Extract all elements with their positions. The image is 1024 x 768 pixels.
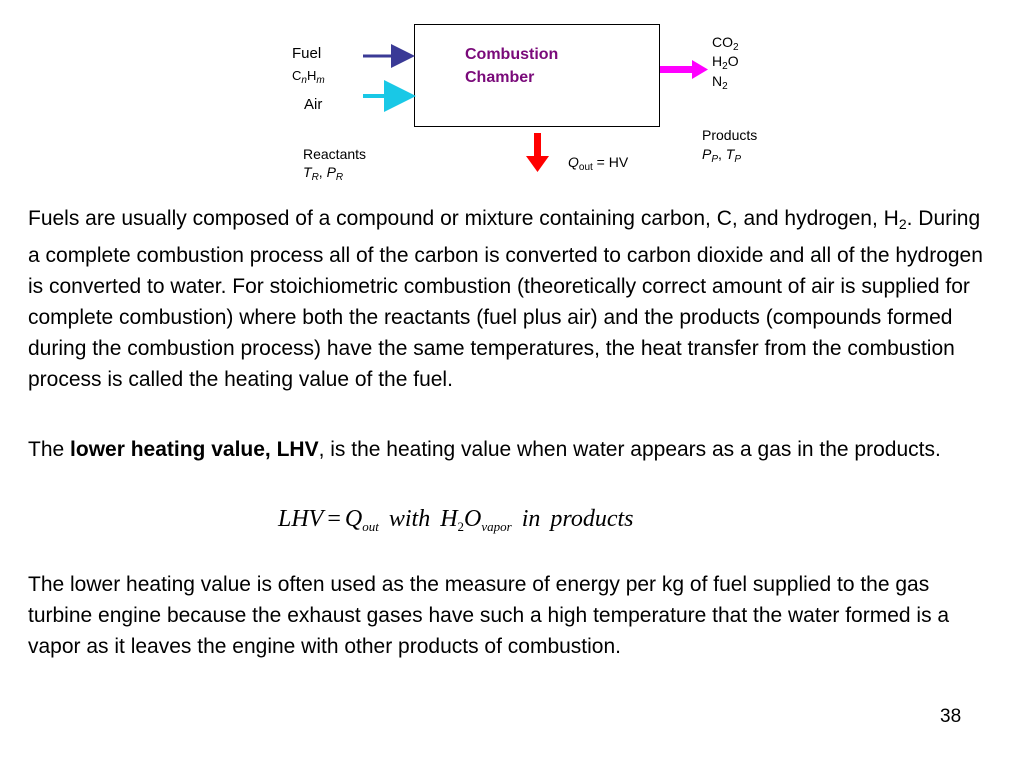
products-arrow <box>660 60 708 79</box>
product-n2: $N_2$ <box>712 73 728 92</box>
paragraph-2: The lower heating value, LHV, is the heating value when water appears as a gas in the products. <box>28 438 941 461</box>
page-number: 38 <box>940 706 962 727</box>
lhv-term: lower heating value, LHV <box>70 438 319 461</box>
product-co2: $CO_2$ <box>712 34 739 53</box>
heat-out-arrow <box>526 133 549 172</box>
paragraph-1: Fuels are usually composed of a compound or mixture containing carbon, C, and hydrogen, H2. During a complete combustion process all of the carbon is converted to carbon dioxide and all of the hydrogen is converted to water. For stoichiometric combustion (theoretically correct amount of air is supplied for complete combustion) where both the reactants (fuel plus air) and the products (compounds formed during the combustion process) have the same temperatures, the heat transfer from the combustion process is called the heating value of the fuel. <box>28 207 983 391</box>
air-label: Air <box>304 96 323 113</box>
reactants-label: Reactants <box>303 146 367 162</box>
chamber-title-line2: Chamber <box>465 69 535 86</box>
fuel-formula: $C_nH_m$ <box>292 68 325 86</box>
chamber-title-line1: Combustion <box>465 46 559 63</box>
diagram-arrows <box>0 0 1024 200</box>
products-state: $P_P$, $T_P$ <box>702 146 742 165</box>
reactants-state: $T_R$, $P_R$ <box>303 164 344 183</box>
paragraph-3: The lower heating value is often used as the measure of energy per kg of fuel supplied to the gas turbine engine because the exhaust gases have such a high temperature that the water formed is a vapor as it leaves the engine with other products of combustion. <box>28 573 950 658</box>
fuel-label: Fuel <box>292 45 322 62</box>
lhv-equation: LHV = $Q_{out}$ with $H_2O_{vapor}$ in products <box>278 506 634 534</box>
products-label: Products <box>702 127 758 143</box>
product-h2o: $H_2O$ <box>712 53 739 72</box>
heat-out-label: $Q_{out}$ = HV <box>568 154 629 173</box>
